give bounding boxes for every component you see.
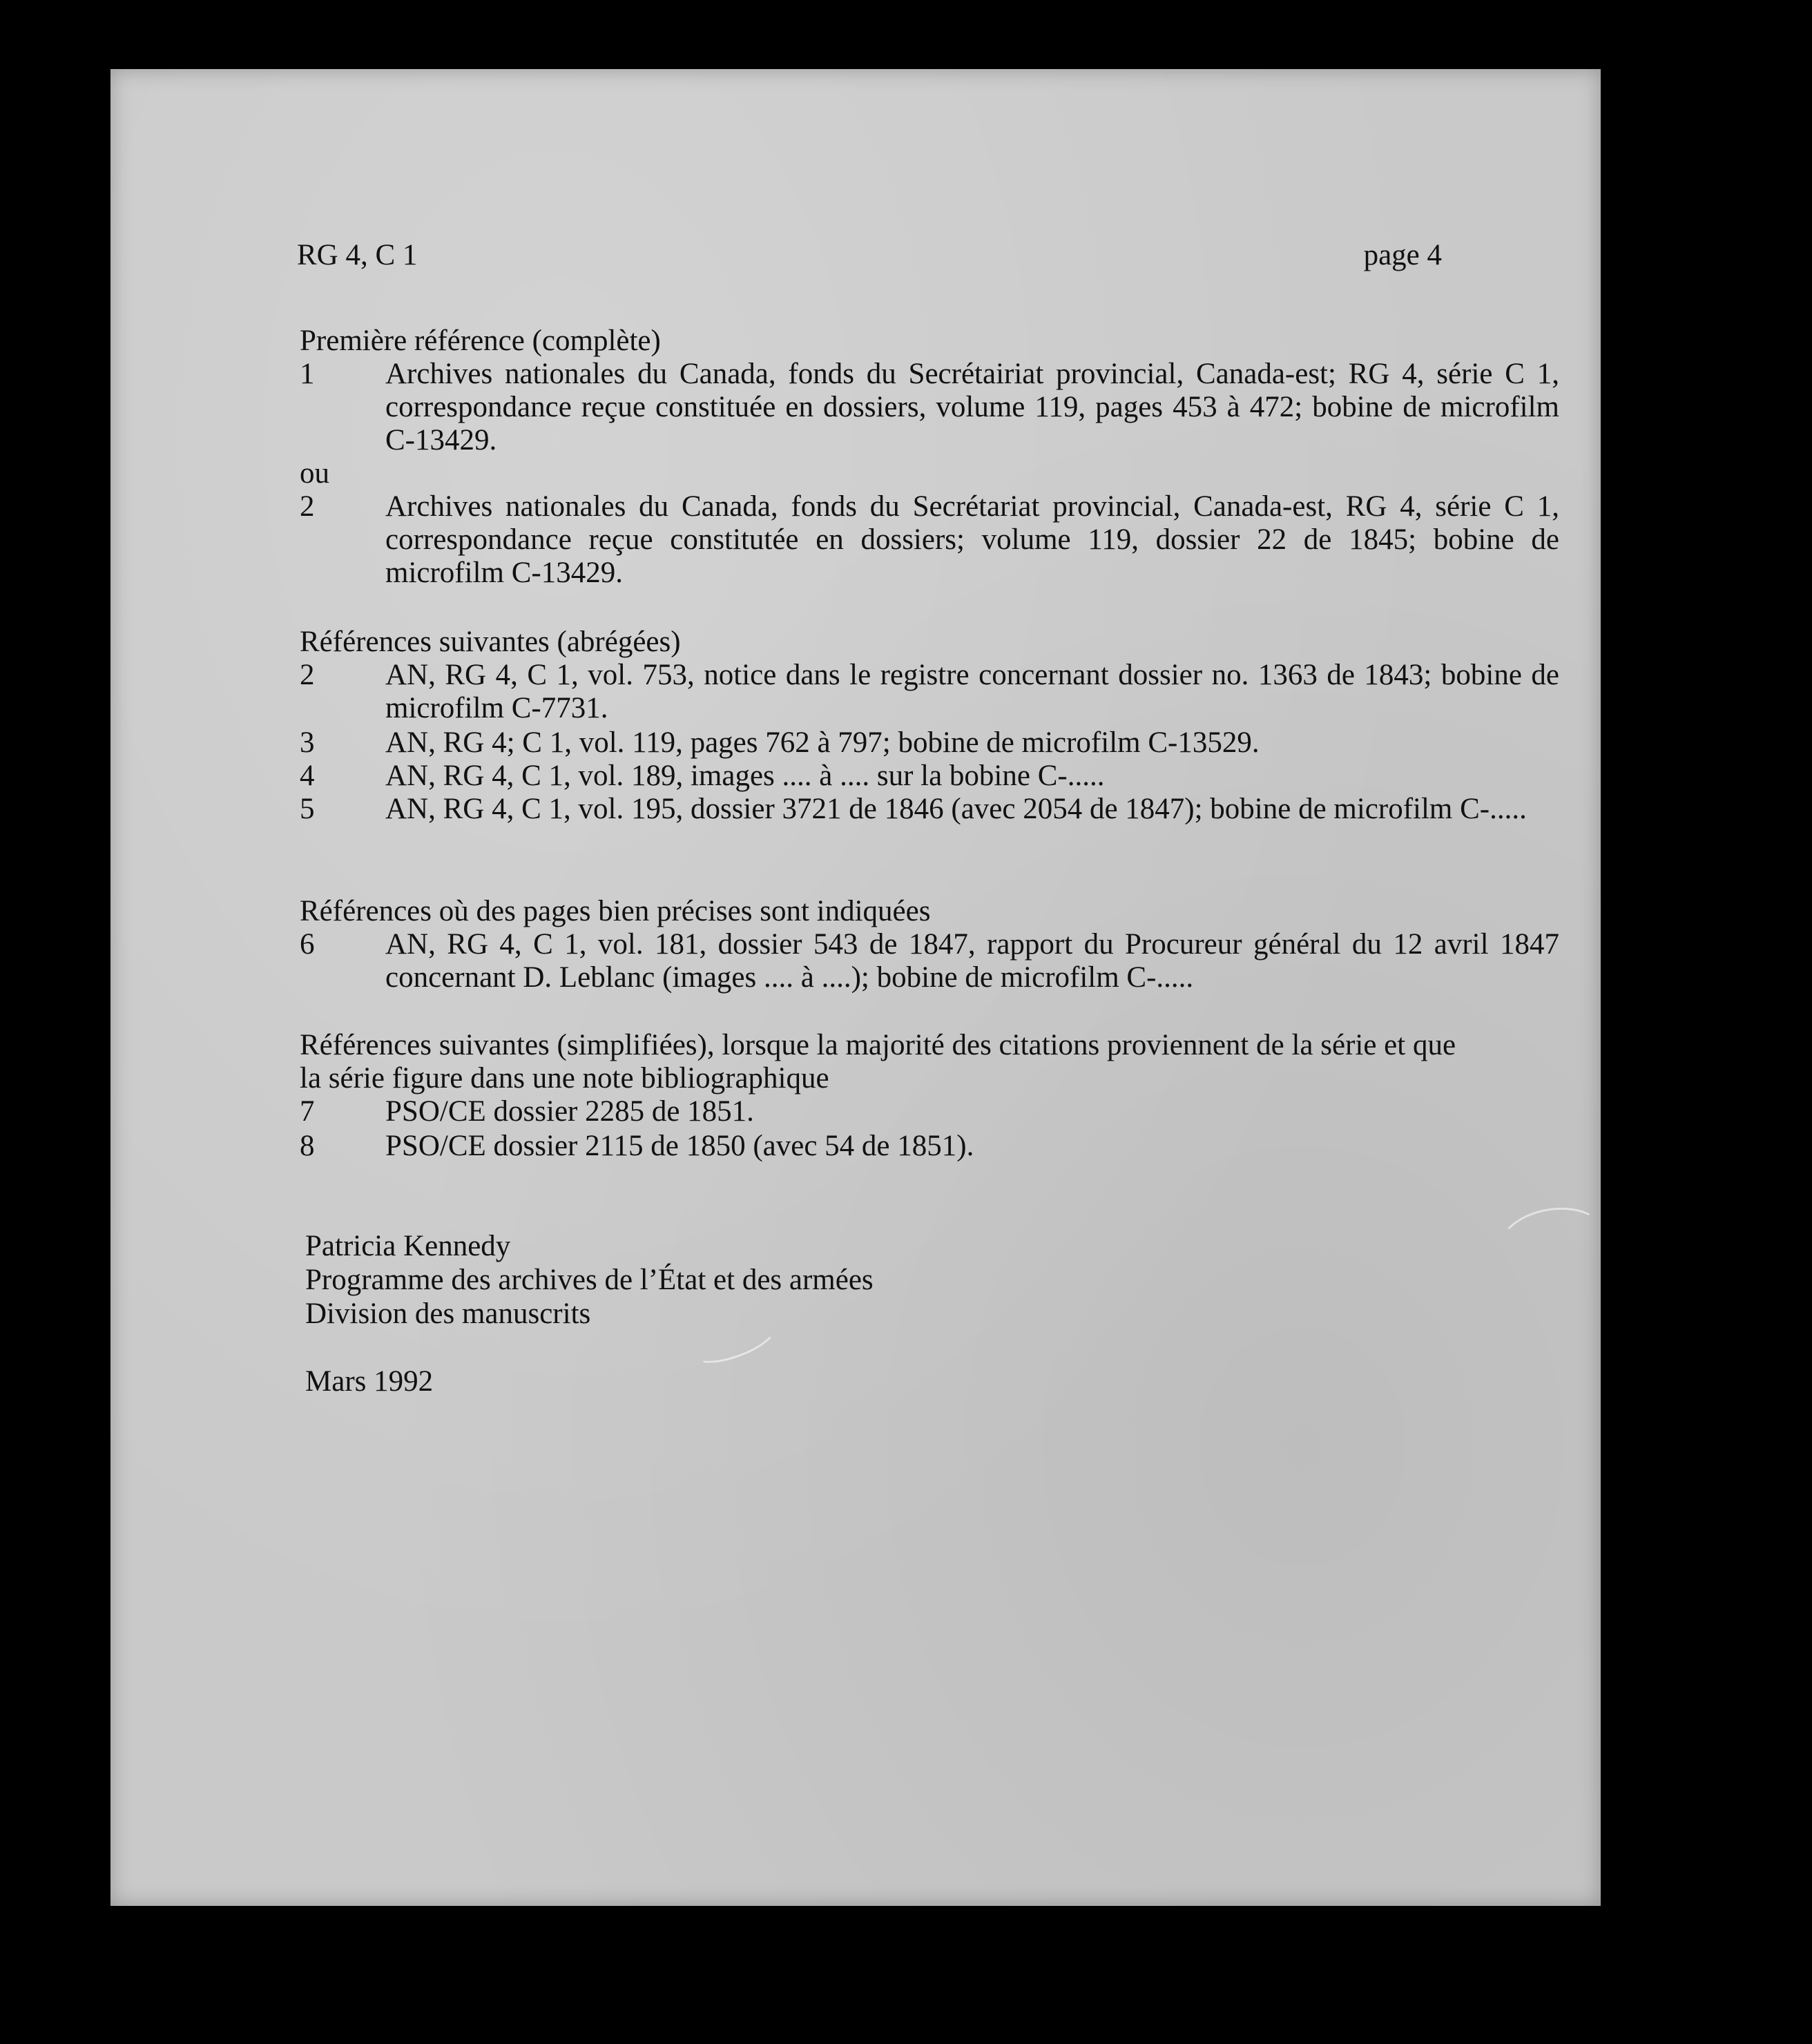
scan-mark bbox=[1494, 1199, 1611, 1284]
reference-number: 2 bbox=[300, 490, 315, 523]
reference-entry bbox=[300, 1095, 1570, 1128]
reference-text: PSO/CE dossier 2285 de 1851. bbox=[385, 1095, 754, 1128]
reference-entry bbox=[300, 1130, 1570, 1163]
or-label: ou bbox=[300, 457, 329, 490]
reference-code: RG 4, C 1 bbox=[297, 239, 418, 271]
reference-number: 2 bbox=[300, 659, 315, 691]
reference-text: PSO/CE dossier 2115 de 1850 (avec 54 de 1851). bbox=[385, 1130, 974, 1162]
reference-entry bbox=[300, 726, 1570, 760]
reference-text: Archives nationales du Canada, fonds du Secrétariat provincial, Canada-est, RG 4, série C 1, correspondance reçue constitutée en dossiers; volume 119, dossier 22 de 1845; bobine de microfilm C-13429. bbox=[385, 490, 1559, 589]
page-number: page 4 bbox=[1363, 239, 1442, 271]
reference-number: 1 bbox=[300, 358, 315, 390]
section-heading-first: Première référence (complète) bbox=[300, 325, 661, 357]
author-name: Patricia Kennedy bbox=[305, 1230, 511, 1262]
reference-entry bbox=[300, 659, 1570, 725]
section-heading-simplified-line2: la série figure dans une note bibliographique bbox=[300, 1062, 829, 1095]
reference-entry bbox=[300, 928, 1570, 994]
scan-mark bbox=[688, 1312, 780, 1371]
reference-number: 4 bbox=[300, 760, 315, 792]
section-heading-simplified-line1: Références suivantes (simplifiées), lorsque la majorité des citations proviennent de la série et que bbox=[300, 1029, 1456, 1061]
section-heading-following: Références suivantes (abrégées) bbox=[300, 626, 681, 658]
reference-text: AN, RG 4, C 1, vol. 181, dossier 543 de 1847, rapport du Procureur général du 12 avril 1847 concernant D. Leblanc (images .... à ....); bobine de microfilm C-..... bbox=[385, 928, 1559, 994]
document-date: Mars 1992 bbox=[305, 1365, 434, 1398]
reference-entry bbox=[300, 760, 1570, 793]
reference-text: AN, RG 4; C 1, vol. 119, pages 762 à 797; bobine de microfilm C-13529. bbox=[385, 726, 1260, 759]
reference-text: AN, RG 4, C 1, vol. 753, notice dans le registre concernant dossier no. 1363 de 1843; bobine de microfilm C-7731. bbox=[385, 659, 1559, 724]
author-division: Division des manuscrits bbox=[305, 1298, 591, 1330]
reference-text: AN, RG 4, C 1, vol. 189, images .... à .... sur la bobine C-..... bbox=[385, 760, 1105, 792]
reference-number: 3 bbox=[300, 726, 315, 759]
reference-number: 5 bbox=[300, 793, 315, 825]
reference-number: 8 bbox=[300, 1130, 315, 1162]
reference-text: AN, RG 4, C 1, vol. 195, dossier 3721 de 1846 (avec 2054 de 1847); bobine de microfilm C-..... bbox=[385, 793, 1527, 825]
reference-text: Archives nationales du Canada, fonds du Secrétairiat provincial, Canada-est; RG 4, série C 1, correspondance reçue constituée en dossiers, volume 119, pages 453 à 472; bobine de microfilm C-13429. bbox=[385, 358, 1559, 456]
reference-number: 6 bbox=[300, 928, 315, 961]
document-page bbox=[110, 69, 1601, 1906]
reference-entry bbox=[300, 358, 1570, 457]
section-heading-pages: Références où des pages bien précises sont indiquées bbox=[300, 895, 931, 927]
author-program: Programme des archives de l’État et des armées bbox=[305, 1264, 874, 1296]
reference-entry bbox=[300, 490, 1570, 590]
reference-entry bbox=[300, 793, 1570, 826]
reference-number: 7 bbox=[300, 1095, 315, 1128]
